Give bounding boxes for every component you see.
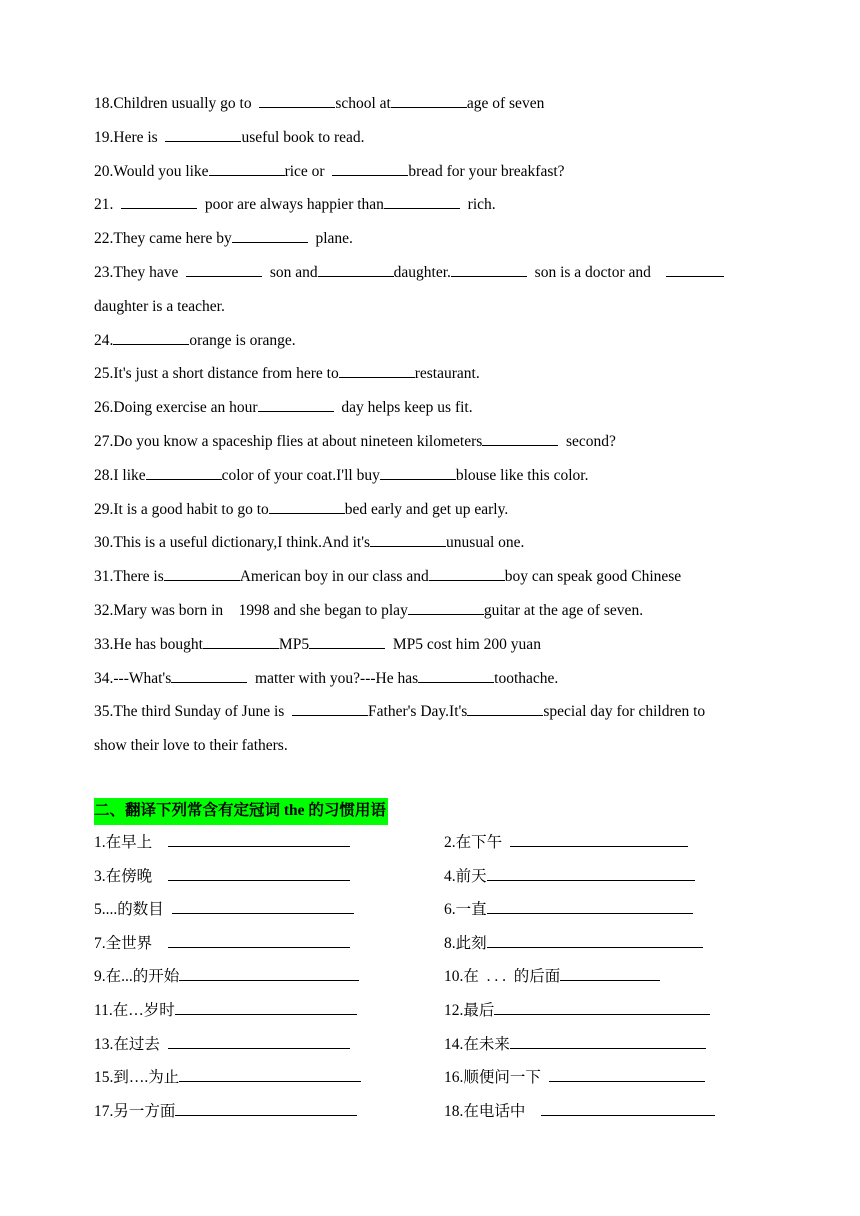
phrase-item [94, 1031, 350, 1059]
exercise-text: 33.He has bought [94, 635, 203, 653]
phrase-row [94, 863, 744, 897]
answer-blank[interactable] [408, 600, 484, 615]
exercise-text: guitar at the age of seven. [483, 601, 644, 619]
exercise-line [94, 290, 784, 324]
exercise-text: 29.It is a good habit to go to [94, 500, 269, 518]
exercise-line [94, 526, 784, 560]
phrase-label: 4.前天 [444, 867, 487, 885]
exercise-text: 24. [94, 331, 114, 349]
answer-blank[interactable] [258, 397, 334, 412]
answer-blank[interactable] [487, 864, 695, 881]
answer-blank[interactable] [429, 566, 505, 581]
phrase-item [94, 896, 354, 924]
exercise-line [94, 357, 784, 391]
exercise-line [94, 324, 784, 358]
exercise-text: rich. [459, 196, 496, 214]
phrase-label: 3.在傍晚 [94, 867, 168, 885]
exercise-text: boy can speak good Chinese [504, 568, 682, 586]
answer-blank[interactable] [510, 830, 688, 847]
answer-blank[interactable] [146, 465, 222, 480]
answer-blank[interactable] [179, 1065, 361, 1082]
phrase-label: 12.最后 [444, 1001, 495, 1019]
phrase-row [94, 1098, 744, 1132]
answer-blank[interactable] [209, 161, 285, 176]
phrase-item [444, 1064, 705, 1092]
exercise-line [94, 729, 784, 763]
exercise-text: 28.I like [94, 466, 146, 484]
answer-blank[interactable] [186, 262, 262, 277]
exercise-text: show their love to their fathers. [94, 737, 288, 755]
exercise-text: 20.Would you like [94, 162, 209, 180]
phrase-label: 9.在...的开始 [94, 968, 180, 986]
answer-blank[interactable] [318, 262, 394, 277]
answer-blank[interactable] [175, 1099, 357, 1116]
exercise-text: bread for your breakfast? [408, 162, 565, 180]
phrase-item [444, 896, 693, 924]
exercise-text: special day for children to [543, 703, 706, 721]
answer-blank[interactable] [172, 897, 354, 914]
phrase-label: 7.全世界 [94, 934, 168, 952]
phrase-item [444, 829, 688, 857]
phrase-item [94, 997, 357, 1025]
phrase-label: 15.到….为止 [94, 1069, 180, 1087]
phrase-label: 8.此刻 [444, 934, 487, 952]
answer-blank[interactable] [292, 701, 368, 716]
answer-blank[interactable] [541, 1099, 715, 1116]
phrase-item [444, 1098, 715, 1126]
phrase-label: 17.另一方面 [94, 1102, 176, 1120]
phrase-label: 18.在电话中 [444, 1102, 541, 1120]
phrase-grid [94, 829, 744, 1131]
exercise-list [94, 87, 784, 763]
exercise-text: 22.They came here by [94, 230, 232, 248]
phrase-row [94, 963, 744, 997]
phrase-item [444, 963, 660, 991]
answer-blank[interactable] [175, 998, 357, 1015]
exercise-text: 19.Here is [94, 128, 166, 146]
exercise-line [94, 87, 784, 121]
phrase-label: 11.在…岁时 [94, 1001, 175, 1019]
exercise-text: daughter. [393, 263, 451, 281]
answer-blank[interactable] [418, 668, 494, 683]
answer-blank[interactable] [549, 1065, 705, 1082]
exercise-text: 21. [94, 196, 122, 214]
answer-blank[interactable] [391, 93, 467, 108]
exercise-text: blouse like this color. [455, 466, 589, 484]
phrase-row [94, 997, 744, 1031]
exercise-text: 18.Children usually go to [94, 95, 260, 112]
exercise-text: day helps keep us fit. [333, 399, 473, 417]
exercise-text: rice or [284, 162, 333, 180]
answer-blank[interactable] [339, 363, 415, 378]
answer-blank[interactable] [467, 701, 543, 716]
answer-blank[interactable] [560, 964, 660, 981]
exercise-line [94, 560, 784, 594]
answer-blank[interactable] [164, 566, 240, 581]
phrase-item [444, 1031, 706, 1059]
exercise-text: 27.Do you know a spaceship flies at about nineteen kilometers [94, 432, 483, 450]
exercise-text: second? [558, 432, 616, 450]
phrase-item [444, 863, 695, 891]
exercise-line [94, 121, 784, 155]
exercise-line [94, 391, 784, 425]
answer-blank[interactable] [168, 864, 350, 881]
answer-blank[interactable] [370, 532, 446, 547]
answer-blank[interactable] [309, 634, 385, 649]
phrase-label: 10.在 . . . 的后面 [444, 968, 561, 986]
phrase-row [94, 1064, 744, 1098]
exercise-text: poor are always happier than [197, 196, 384, 214]
phrase-label: 1.在早上 [94, 834, 168, 851]
exercise-line [94, 695, 784, 729]
exercise-text: 34.---What's [94, 669, 172, 687]
answer-blank[interactable] [666, 262, 724, 277]
answer-blank[interactable] [380, 465, 456, 480]
exercise-text: unusual one. [446, 534, 525, 552]
exercise-line [94, 188, 784, 222]
answer-blank[interactable] [168, 830, 350, 847]
exercise-line [94, 459, 784, 493]
phrase-row [94, 930, 744, 964]
phrase-label: 5....的数目 [94, 901, 172, 919]
answer-blank[interactable] [168, 931, 350, 948]
phrase-item [94, 1098, 357, 1126]
answer-blank[interactable] [171, 668, 247, 683]
exercise-text: son is a doctor and [526, 263, 667, 281]
exercise-text: orange is orange. [189, 331, 296, 349]
phrase-label: 2.在下午 [444, 834, 510, 851]
exercise-line [94, 155, 784, 189]
exercise-text: daughter is a teacher. [94, 297, 225, 315]
exercise-text: MP5 [278, 635, 310, 653]
exercise-text: 26.Doing exercise an hour [94, 399, 258, 417]
phrase-item [94, 863, 350, 891]
phrase-item [444, 930, 703, 958]
exercise-text: matter with you?---He has [247, 669, 419, 687]
exercise-text: 32.Mary was born in 1998 and she began to play [94, 601, 408, 619]
exercise-text: toothache. [494, 669, 559, 687]
answer-blank[interactable] [121, 194, 197, 209]
exercise-text: MP5 cost him 200 yuan [385, 635, 541, 653]
answer-blank[interactable] [384, 194, 460, 209]
answer-blank[interactable] [179, 964, 359, 981]
phrase-row [94, 1031, 744, 1065]
exercise-text: color of your coat.I'll buy [221, 466, 380, 484]
phrase-item [444, 997, 710, 1025]
answer-blank[interactable] [494, 998, 710, 1015]
exercise-line [94, 425, 784, 459]
exercise-text: plane. [307, 230, 353, 248]
exercise-line [94, 256, 784, 290]
phrase-item [94, 930, 350, 958]
answer-blank[interactable] [203, 634, 279, 649]
phrase-label: 6.一直 [444, 901, 487, 919]
answer-blank[interactable] [269, 499, 345, 514]
exercise-text: restaurant. [414, 365, 480, 383]
exercise-line [94, 662, 784, 696]
phrase-item [94, 829, 350, 857]
answer-blank[interactable] [451, 262, 527, 277]
exercise-text: age of seven [466, 95, 545, 112]
section-heading: 二、翻译下列常含有定冠词 the 的习惯用语 [94, 798, 388, 825]
phrase-item [94, 1064, 361, 1092]
exercise-line [94, 594, 784, 628]
phrase-label: 14.在未来 [444, 1035, 510, 1053]
answer-blank[interactable] [113, 330, 189, 345]
phrase-row [94, 829, 744, 863]
answer-blank[interactable] [165, 127, 241, 142]
exercise-line [94, 493, 784, 527]
exercise-text: 25.It's just a short distance from here to [94, 365, 339, 383]
answer-blank[interactable] [168, 1032, 350, 1049]
answer-blank[interactable] [482, 431, 558, 446]
exercise-text: son and [262, 263, 318, 281]
phrase-label: 16.顺便问一下 [444, 1069, 549, 1087]
exercise-text: 31.There is [94, 568, 164, 586]
answer-blank[interactable] [332, 161, 408, 176]
answer-blank[interactable] [487, 897, 693, 914]
exercise-text: bed early and get up early. [344, 500, 509, 518]
exercise-text: school at [335, 95, 391, 112]
exercise-text: 35.The third Sunday of June is [94, 703, 293, 721]
phrase-item [94, 963, 359, 991]
answer-blank[interactable] [232, 228, 308, 243]
phrase-label: 13.在过去 [94, 1035, 168, 1053]
exercise-line [94, 222, 784, 256]
exercise-line [94, 628, 784, 662]
exercise-text: Father's Day.It's [368, 703, 468, 721]
answer-blank[interactable] [487, 931, 703, 948]
answer-blank[interactable] [259, 93, 335, 108]
exercise-text: 30.This is a useful dictionary,I think.And it's [94, 534, 371, 552]
exercise-text: useful book to read. [241, 128, 365, 146]
phrase-row [94, 896, 744, 930]
exercise-text: American boy in our class and [239, 568, 429, 586]
exercise-text: 23.They have [94, 263, 187, 281]
answer-blank[interactable] [510, 1032, 706, 1049]
